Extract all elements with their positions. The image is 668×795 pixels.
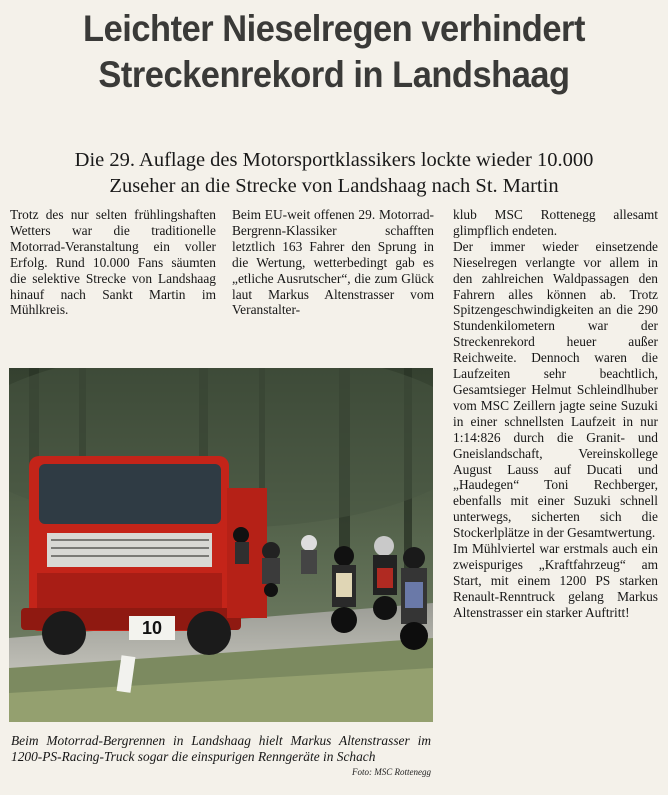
article-column-3 bbox=[453, 207, 658, 621]
race-photo bbox=[9, 368, 433, 722]
subheadline-line-1: Die 29. Auflage des Motorsportklassikers lockte wieder 10.000 bbox=[74, 149, 594, 171]
column-3-paragraph-1: klub MSC Rottenegg allesamt glimpflich endeten. bbox=[453, 207, 658, 238]
photo-caption bbox=[11, 733, 431, 764]
headline-line-2: Streckenrekord in Landshaag bbox=[98, 54, 570, 95]
column-2-paragraph: Beim EU-weit offenen 29. Motorrad-Bergrenn-Klassiker schafften letztlich 163 Fahrer den Sprung in die Wertung, wetterbedingt gab es „etliche Ausrutscher“, die zum Glück laut Markus Altenstrasser vom Veranstalter- bbox=[232, 207, 434, 318]
photo-credit: Foto: MSC Rottenegg bbox=[352, 767, 431, 777]
article-column-1 bbox=[10, 207, 216, 318]
race-photo-illustration bbox=[9, 368, 433, 722]
headline-line-1: Leichter Nieselregen verhindert bbox=[83, 8, 585, 49]
column-3-paragraph-2: Der immer wieder einsetzende Nieselregen verlangte vor allem in den zahlreichen Waldpassagen den Fahrern alles können ab. Trotz Spitzengeschwindigkeiten an die 290 Stundenkilometern war der Streckenrekord heuer außer Reichweite. Dennoch waren die Laufzeiten sehr beachtlich, Gesamtsieger Helmut Schleindlhuber vom MSC Zeillern jagte seine Suzuki in einer schnellsten Laufzeit in nur 1:14:826 durch die Granit- und Gneislandschaft, Vereinskollege August Lauss auf Ducati und „Haudegen“ Toni Rechberger, ebenfalls mit einer Suzuki schnell unterwegs, sicherten sich die Stockerlplätze in der Gesamtwertung. bbox=[453, 238, 658, 541]
subheadline bbox=[0, 147, 668, 199]
article-column-2 bbox=[232, 207, 434, 318]
column-1-paragraph: Trotz des nur selten frühlingshaften Wetters war die traditionelle Motorrad-Veranstaltung ein voller Erfolg. Rund 10.000 Fans säumten die selektive Strecke von Landshaag hinauf nach Sankt Martin im Mühlkreis. bbox=[10, 207, 216, 318]
subheadline-line-2: Zuseher an die Strecke von Landshaag nach St. Martin bbox=[109, 175, 559, 197]
headline bbox=[23, 6, 644, 98]
column-3-paragraph-3: Im Mühlviertel war erstmals auch ein zweispuriges „Kraftfahrzeug“ am Start, mit einem 1200 PS starken Renault-Renntruck gelang Markus Altenstrasser ein starker Auftritt! bbox=[453, 541, 658, 620]
truck-number-plate: 10 bbox=[141, 618, 163, 638]
photo-caption-text: Beim Motorrad-Bergrennen in Landshaag hielt Markus Altenstrasser im 1200-PS-Racing-Truck sogar die einspurigen Renngeräte in Schach bbox=[11, 733, 431, 764]
